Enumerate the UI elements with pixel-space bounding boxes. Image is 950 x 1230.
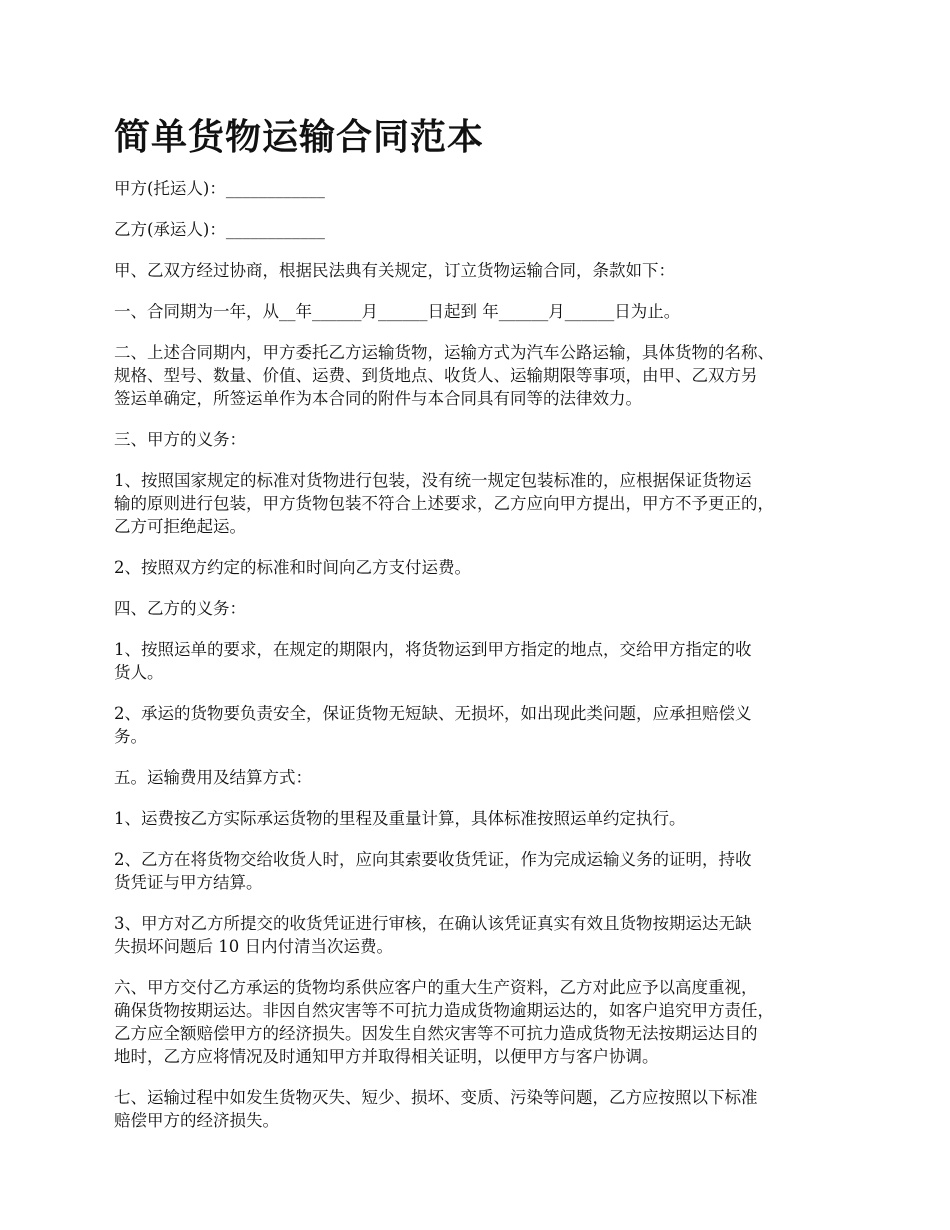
text-line: 规格、型号、数量、价值、运费、到货地点、收货人、运输期限等事项，由甲、乙双方另 [114, 366, 758, 385]
paragraph-section-7 [114, 1086, 854, 1132]
paragraph-section-5-item-1 [114, 807, 854, 830]
text-line: 货凭证与甲方结算。 [114, 873, 263, 892]
paragraph-section-4-item-1 [114, 638, 854, 684]
text-line: 四、乙方的义务： [114, 599, 246, 618]
text-line: 2、乙方在将货物交给收货人时，应向其索要收货凭证，作为完成运输义务的证明，持收 [114, 850, 752, 869]
text-line: 2、承运的货物要负责安全，保证货物无短缺、无损坏，如出现此类问题，应承担赔偿义 [114, 704, 752, 723]
text-line: 甲方(托运人)：____________ [114, 179, 325, 198]
paragraph-clause-1 [114, 300, 854, 323]
paragraph-section-3-item-1 [114, 469, 854, 538]
paragraph-party-a [114, 177, 854, 200]
paragraph-section-6 [114, 976, 854, 1068]
paragraph-preamble [114, 259, 854, 282]
text-line: 1、按照国家规定的标准对货物进行包装，没有统一规定包装标准的，应根据保证货物运 [114, 471, 752, 490]
text-line: 地时，乙方应将情况及时通知甲方并取得相关证明，以便甲方与客户协调。 [114, 1047, 659, 1066]
text-line: 一、合同期为一年，从__年______月______日起到 年______月______日为止。 [114, 302, 681, 321]
text-line: 签运单确定，所签运单作为本合同的附件与本合同具有同等的法律效力。 [114, 389, 642, 408]
text-line: 二、上述合同期内，甲方委托乙方运输货物，运输方式为汽车公路运输，具体货物的名称、 [114, 343, 774, 362]
paragraph-section-3-item-2 [114, 556, 854, 579]
document-title: 简单货物运输合同范本 [114, 117, 485, 158]
text-line: 乙方(承运人)：____________ [114, 220, 325, 239]
text-line: 赔偿甲方的经济损失。 [114, 1111, 279, 1130]
paragraph-section-4-heading [114, 597, 854, 620]
text-line: 七、运输过程中如发生货物灭失、短少、损坏、变质、污染等问题，乙方应按照以下标准 [114, 1088, 758, 1107]
text-line: 3、甲方对乙方所提交的收货凭证进行审核，在确认该凭证真实有效且货物按期运达无缺 [114, 914, 752, 933]
paragraph-section-4-item-2 [114, 702, 854, 748]
text-line: 三、甲方的义务： [114, 430, 246, 449]
text-line: 确保货物按期运达。非因自然灾害等不可抗力造成货物逾期运达的，如客户追究甲方责任， [114, 1001, 774, 1020]
text-line: 输的原则进行包装，甲方货物包装不符合上述要求，乙方应向甲方提出，甲方不予更正的， [114, 494, 774, 513]
paragraph-clause-2 [114, 341, 854, 410]
text-line: 失损坏问题后 10 日内付清当次运费。 [114, 937, 393, 956]
text-line: 五。运输费用及结算方式： [114, 768, 312, 787]
paragraph-section-5-item-3 [114, 912, 854, 958]
text-line: 乙方应全额赔偿甲方的经济损失。因发生自然灾害等不可抗力造成货物无法按期运达目的 [114, 1024, 758, 1043]
paragraph-section-5-heading [114, 766, 854, 789]
text-line: 1、运费按乙方实际承运货物的里程及重量计算，具体标准按照运单约定执行。 [114, 809, 686, 828]
document-body [114, 177, 854, 1150]
text-line: 六、甲方交付乙方承运的货物均系供应客户的重大生产资料，乙方对此应予以高度重视， [114, 978, 758, 997]
text-line: 货人。 [114, 663, 164, 682]
text-line: 甲、乙双方经过协商，根据民法典有关规定，订立货物运输合同，条款如下： [114, 261, 675, 280]
text-line: 1、按照运单的要求，在规定的期限内，将货物运到甲方指定的地点，交给甲方指定的收 [114, 640, 752, 659]
paragraph-party-b [114, 218, 854, 241]
paragraph-section-3-heading [114, 428, 854, 451]
paragraph-section-5-item-2 [114, 848, 854, 894]
text-line: 乙方可拒绝起运。 [114, 517, 246, 536]
text-line: 2、按照双方约定的标准和时间向乙方支付运费。 [114, 558, 471, 577]
text-line: 务。 [114, 727, 147, 746]
